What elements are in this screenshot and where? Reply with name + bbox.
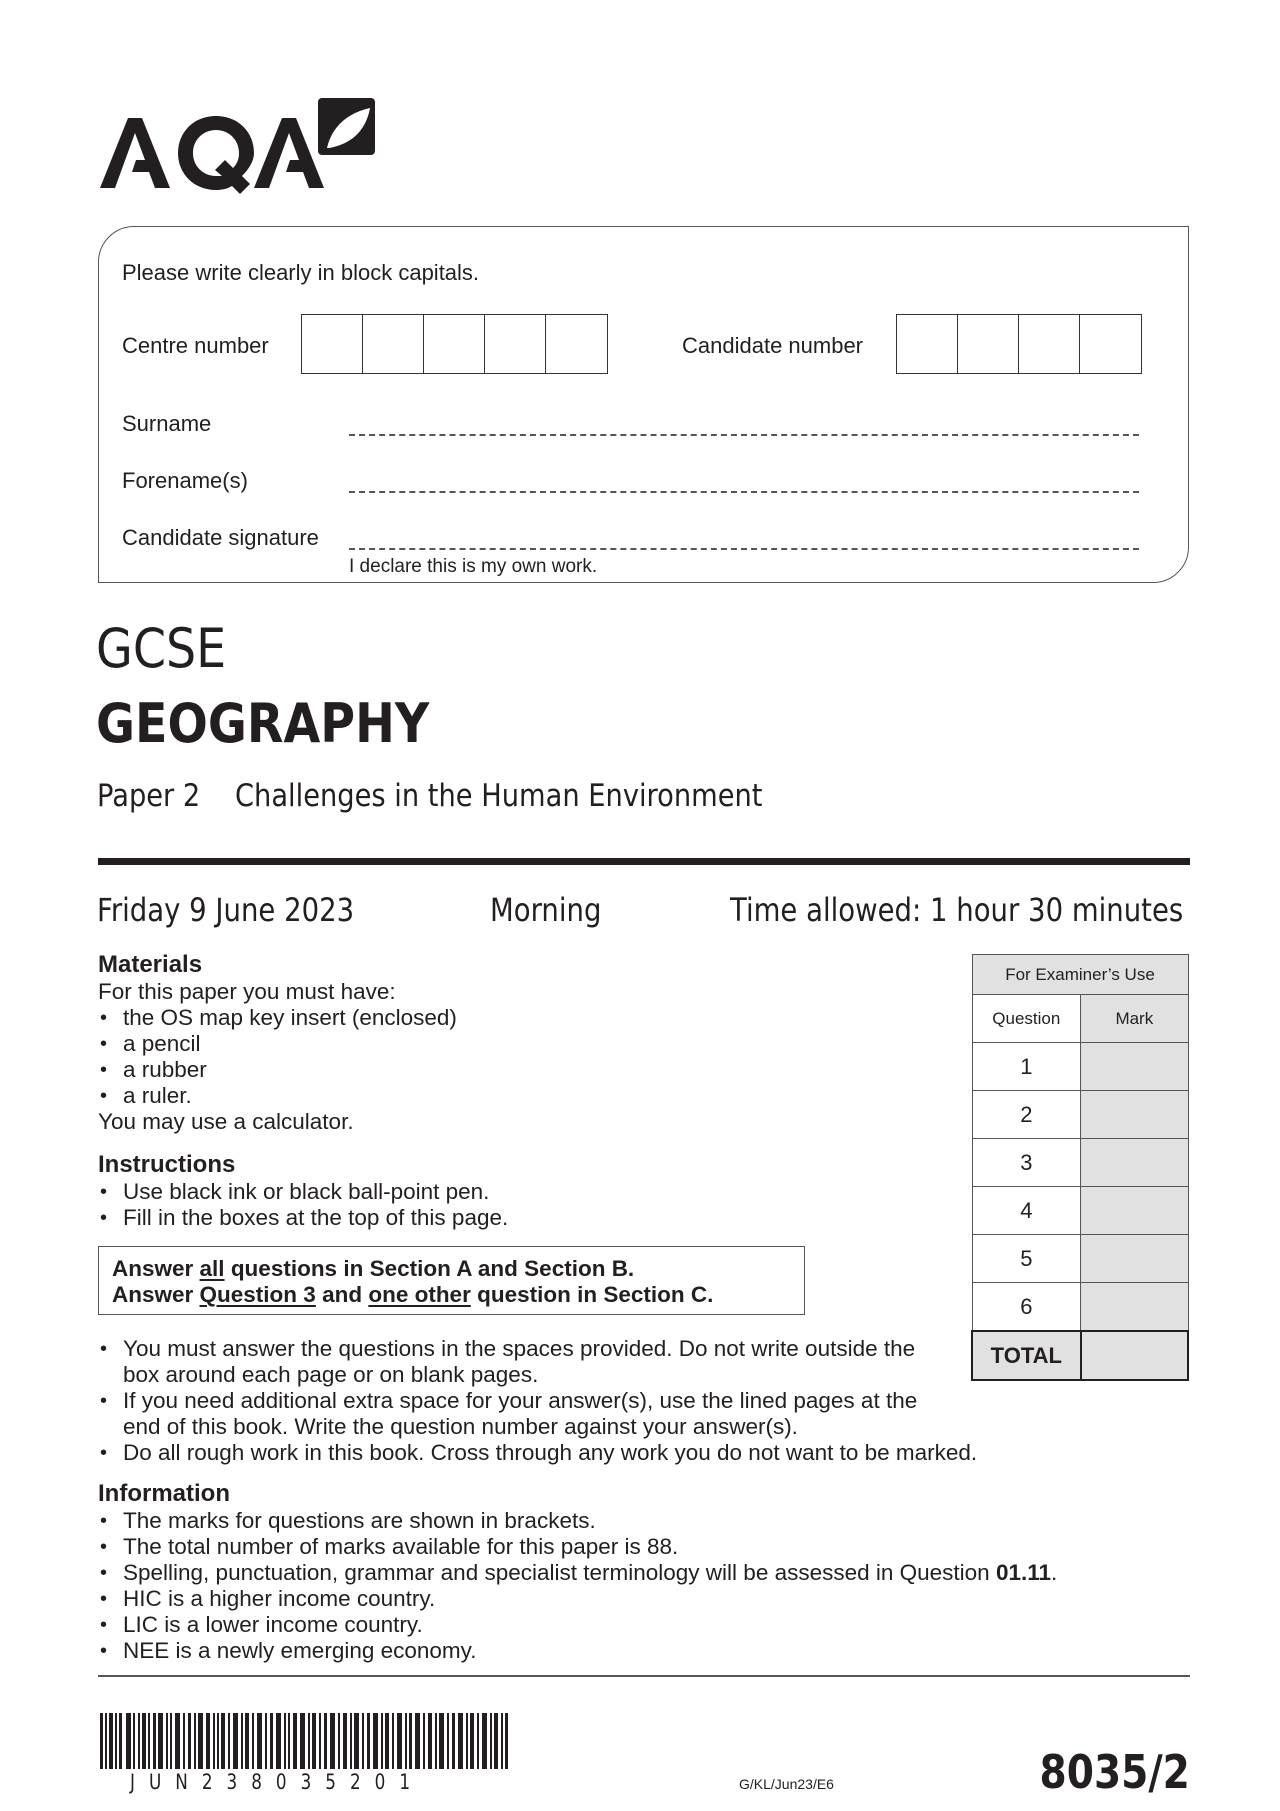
forenames-label: Forename(s) (122, 468, 248, 493)
information-item: • The total number of marks available for this paper is 88. (98, 1534, 1188, 1560)
candidate-number-digit-box[interactable] (958, 315, 1019, 373)
candidate-number-label: Candidate number (682, 333, 864, 358)
total-row (972, 1331, 1188, 1380)
mark-cell[interactable] (1081, 1091, 1188, 1139)
centre-number-digit-box[interactable] (302, 315, 363, 373)
centre-number-field[interactable] (301, 314, 608, 374)
question-number: 1 (972, 1043, 1081, 1091)
exam-session: Morning (490, 891, 602, 929)
mark-cell[interactable] (1081, 1043, 1188, 1091)
mark-column-header: Mark (1081, 995, 1188, 1043)
surname-label: Surname (122, 411, 212, 436)
table-row (972, 1283, 1188, 1332)
paper-name: Challenges in the Human Environment (234, 778, 763, 814)
centre-number-digit-box[interactable] (546, 315, 607, 373)
footer-divider (98, 1675, 1190, 1677)
forenames-input-line[interactable] (349, 491, 1139, 493)
instruction-item: • If you need additional extra space for your answer(s), use the lined pages at the end of this book. Write the question number against your answer(s). (98, 1388, 953, 1440)
materials-list (98, 1005, 898, 1109)
block-capitals-instruction: Please write clearly in block capitals. (122, 260, 480, 285)
calculator-note: You may use a calculator. (98, 1109, 354, 1134)
instructions-heading: Instructions (98, 1151, 236, 1178)
candidate-number-digit-box[interactable] (1080, 315, 1141, 373)
mark-cell[interactable] (1081, 1187, 1188, 1235)
paper-reference: G/KL/Jun23/E6 (739, 1776, 834, 1792)
mark-cell[interactable] (1081, 1283, 1188, 1332)
paper-number: Paper 2 (97, 778, 201, 814)
information-item: • HIC is a higher income country. (98, 1586, 1188, 1612)
question-number: 4 (972, 1187, 1081, 1235)
information-heading: Information (98, 1480, 230, 1507)
paper-title (97, 778, 762, 814)
materials-item: • the OS map key insert (enclosed) (98, 1005, 898, 1031)
answer-requirement-line-2: Answer Question 3 and one other question in Section C. (112, 1282, 714, 1307)
centre-number-digit-box[interactable] (363, 315, 424, 373)
question-number: 2 (972, 1091, 1081, 1139)
instruction-item: • You must answer the questions in the spaces provided. Do not write outside the box around each page or on blank pages. (98, 1336, 953, 1388)
candidate-number-field[interactable] (896, 314, 1142, 374)
spag-question-number: 01.11 (995, 1560, 1052, 1585)
candidate-number-digit-box[interactable] (1019, 315, 1080, 373)
aqa-logo-graphic (98, 96, 378, 196)
aqa-logo (98, 96, 378, 196)
question-number: 5 (972, 1235, 1081, 1283)
materials-item: • a pencil (98, 1031, 898, 1057)
question-number: 6 (972, 1283, 1081, 1332)
total-label: TOTAL (972, 1331, 1081, 1380)
table-row (972, 1091, 1188, 1139)
time-allowed: Time allowed: 1 hour 30 minutes (730, 891, 1184, 929)
information-item: • Spelling, punctuation, grammar and specialist terminology will be assessed in Question 01.11. (98, 1560, 1188, 1586)
materials-section (98, 951, 898, 1135)
signature-label: Candidate signature (122, 525, 319, 550)
qualification-level: GCSE (96, 617, 227, 680)
mark-cell[interactable] (1081, 1235, 1188, 1283)
surname-input-line[interactable] (349, 434, 1139, 436)
mark-cell[interactable] (1081, 1139, 1188, 1187)
examiner-use-table (971, 954, 1189, 1381)
instructions-section (98, 1151, 898, 1231)
information-item: • The marks for questions are shown in brackets. (98, 1508, 1188, 1534)
answer-requirements-box (98, 1246, 805, 1315)
paper-code: 8035/2 (1039, 1745, 1190, 1799)
centre-number-digit-box[interactable] (424, 315, 485, 373)
instruction-item: • Fill in the boxes at the top of this page. (98, 1205, 898, 1231)
own-work-declaration: I declare this is my own work. (349, 556, 598, 577)
information-item: • LIC is a lower income country. (98, 1612, 1188, 1638)
materials-intro: For this paper you must have: (98, 979, 396, 1004)
table-row (972, 1139, 1188, 1187)
materials-heading: Materials (98, 951, 203, 978)
table-row (972, 1187, 1188, 1235)
materials-item: • a ruler. (98, 1083, 898, 1109)
instruction-item: • Do all rough work in this book. Cross through any work you do not want to be marked. (98, 1440, 1123, 1466)
barcode-number: JUN238035201 (130, 1770, 425, 1794)
examiner-table-title: For Examiner’s Use (972, 955, 1188, 995)
title-divider (98, 858, 1190, 865)
information-item: • NEE is a newly emerging economy. (98, 1638, 1188, 1664)
barcode-icon (100, 1713, 508, 1769)
subject-title: GEOGRAPHY (96, 692, 430, 755)
centre-number-digit-box[interactable] (485, 315, 546, 373)
signature-input-line[interactable] (349, 548, 1139, 550)
materials-item: • a rubber (98, 1057, 898, 1083)
answer-requirement-line-1: Answer all questions in Section A and Section B. (112, 1256, 635, 1281)
question-column-header: Question (972, 995, 1081, 1043)
question-number: 3 (972, 1139, 1081, 1187)
additional-instructions (98, 1336, 978, 1466)
exam-date: Friday 9 June 2023 (97, 891, 355, 929)
candidate-number-digit-box[interactable] (897, 315, 958, 373)
centre-number-label: Centre number (122, 333, 269, 358)
instructions-list (98, 1179, 898, 1231)
table-row (972, 1043, 1188, 1091)
total-mark-cell[interactable] (1081, 1331, 1188, 1380)
candidate-details-box (98, 226, 1189, 583)
instruction-item: • Use black ink or black ball-point pen. (98, 1179, 898, 1205)
table-row (972, 1235, 1188, 1283)
barcode (100, 1713, 508, 1769)
information-section (98, 1480, 1188, 1664)
information-list (98, 1508, 1188, 1664)
